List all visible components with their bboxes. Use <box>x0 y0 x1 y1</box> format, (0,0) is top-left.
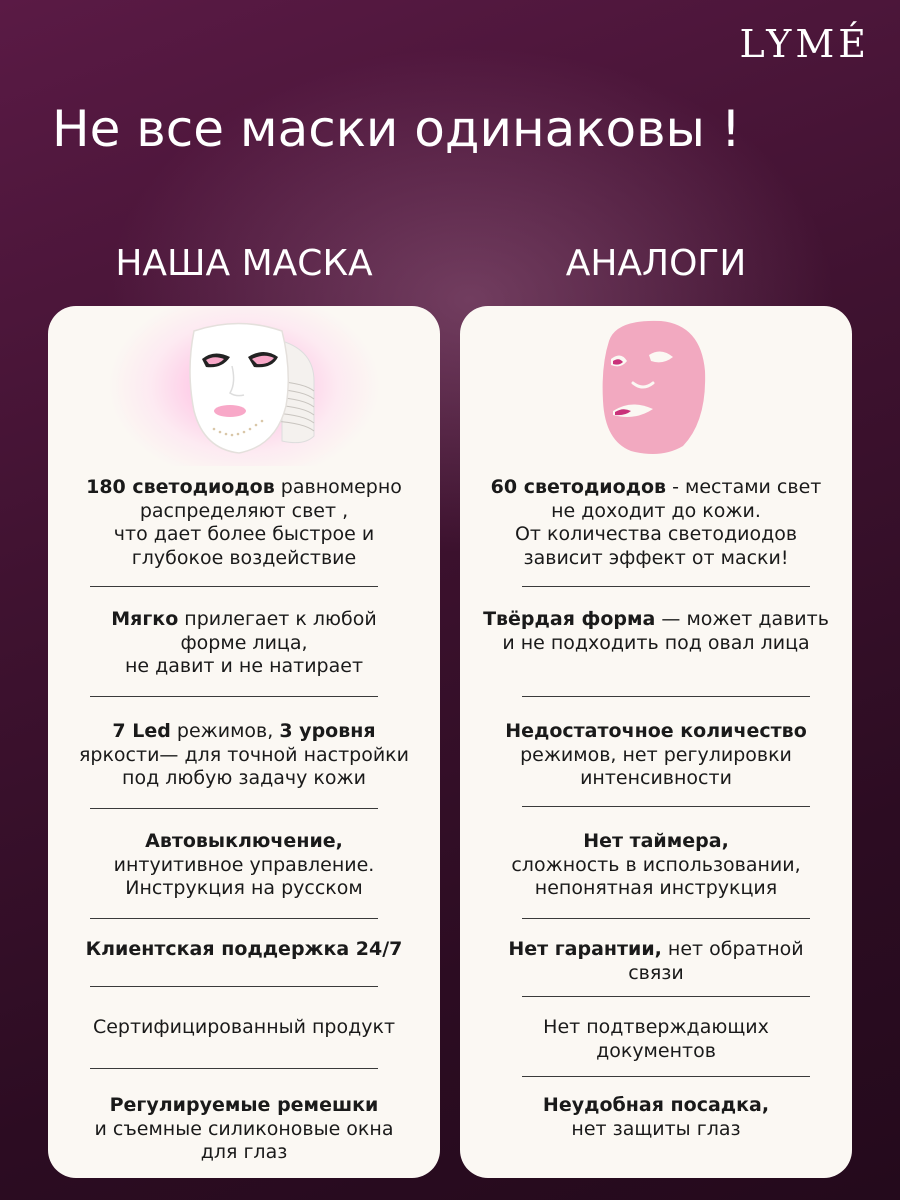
divider <box>90 586 378 587</box>
divider <box>522 586 810 587</box>
analog-leds: 60 светодиодов - местами свет не доходит до кожи. От количества светодиодов зависит эффект от маски! <box>490 476 822 569</box>
divider <box>90 1068 378 1069</box>
our-mask-card <box>48 306 440 1178</box>
analog-fit: Неудобная посадка, нет защиты глаз <box>542 1094 770 1140</box>
feature-certified: Сертифицированный продукт <box>92 1016 396 1038</box>
divider <box>90 808 378 809</box>
divider <box>522 696 810 697</box>
analog-documents: Нет подтверждающих документов <box>543 1016 769 1062</box>
sheet-mask-icon <box>591 311 721 461</box>
analog-warranty: Нет гарантии, нет обратной связи <box>508 938 804 984</box>
analogs-card <box>460 306 852 1178</box>
led-mask-image <box>48 306 440 466</box>
feature-straps: Регулируемые ремешки и съемные силиконовые окна для глаз <box>94 1094 394 1163</box>
feature-soft-fit: Мягко прилегает к любой форме лица, не давит и не натирает <box>111 608 377 677</box>
analog-timer: Нет таймера, сложность в использовании, непонятная инструкция <box>511 830 801 899</box>
feature-support: Клиентская поддержка 24/7 <box>85 938 403 960</box>
divider <box>522 1076 810 1077</box>
feature-auto-off: Автовыключение, интуитивное управление. Инструкция на русском <box>113 830 375 899</box>
led-mask-icon <box>164 311 324 461</box>
divider <box>90 918 378 919</box>
analog-modes: Недостаточное количество режимов, нет регулировки интенсивности <box>505 720 807 789</box>
feature-modes: 7 Led режимов, 3 уровня яркости— для точной настройки под любую задачу кожи <box>78 720 410 789</box>
page-headline: Не все маски одинаковы ! <box>52 100 741 158</box>
divider <box>522 806 810 807</box>
brand-logo: LYMÉ <box>739 22 870 66</box>
left-column-title: НАША МАСКА <box>115 243 373 284</box>
feature-leds: 180 светодиодов равномерно распределяют свет , что дает более быстрое и глубокое воздействие <box>86 476 402 569</box>
right-column-title: АНАЛОГИ <box>565 243 747 284</box>
sheet-mask-image <box>460 306 852 466</box>
divider <box>90 696 378 697</box>
divider <box>90 986 378 987</box>
divider <box>522 996 810 997</box>
analog-hard-form: Твёрдая форма — может давить и не подходить под овал лица <box>483 608 829 654</box>
divider <box>522 918 810 919</box>
